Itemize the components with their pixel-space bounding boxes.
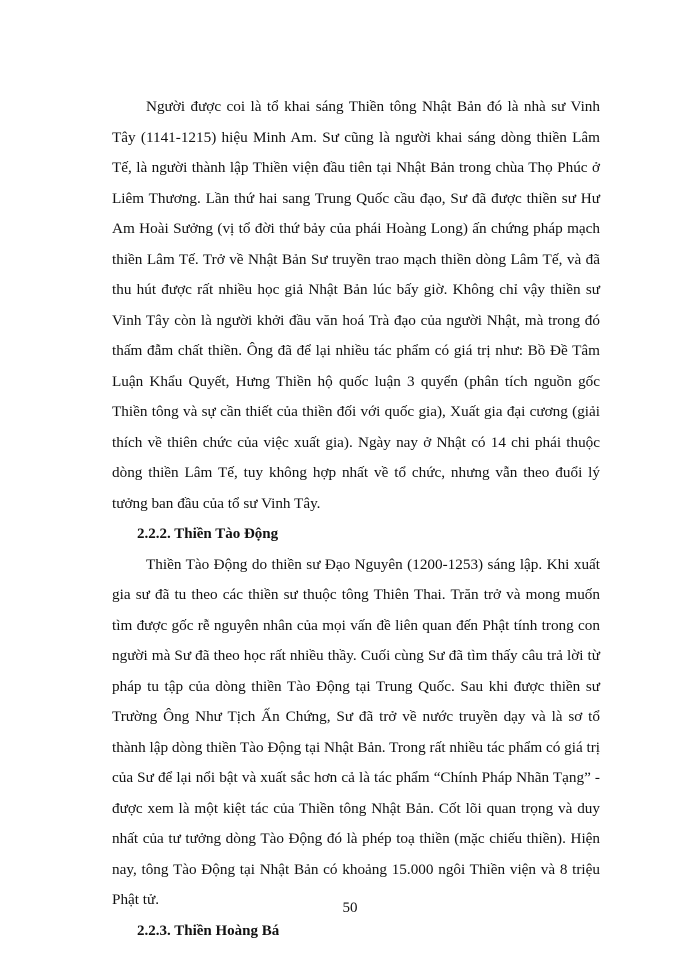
section-heading-tao-dong: 2.2.2. Thiền Tào Động <box>137 526 279 542</box>
page-number: 50 <box>342 900 358 916</box>
section-heading-hoang-ba: 2.2.3. Thiền Hoàng Bá <box>137 922 280 939</box>
paragraph-vinh-tay: Người được coi là tổ khai sáng Thiền tông Nhật Bản đó là nhà sư Vinh Tây (1141-1215) hiệu Minh Am. Sư cũng là người khai sáng dòng thiền Lâm Tế, là người thành lập Thiền viện đầu tiên tại Nhật Bản trong chùa Thọ Phúc ở Liêm Thương. Lần thứ hai sang Trung Quốc cầu đạo, Sư đã được thiền sư Hư Am Hoài Sưởng (vị tổ đời thứ bảy của phái Hoàng Long) ấn chứng pháp mạch thiền Lâm Tế. Trở về Nhật Bản Sư truyền trao mạch thiền dòng Lâm Tế, và đã thu hút được rất nhiều học giả Nhật Bản lúc bấy giờ. Không chỉ vậy thiền sư Vinh Tây còn là người khởi đầu văn hoá Trà đạo của người Nhật, mà trong đó thấm đẫm chất thiền. Ông đã để lại nhiều tác phẩm có giá trị như: Bồ Đề Tâm Luận Khẩu Quyết, Hưng Thiền hộ quốc luận 3 quyển (phân tích nguồn gốc Thiền tông và sự cần thiết của thiền đối với quốc gia), Xuất gia đại cương (giải thích về thiên chức của việc xuất gia). Ngày nay ở Nhật có 14 chi phái thuộc dòng thiền Lâm Tế, tuy không hợp nhất về tổ chức, nhưng vẫn theo đuổi lý tưởng ban đầu của tổ sư Vinh Tây. <box>112 98 600 512</box>
document-page <box>112 92 600 946</box>
paragraph-tao-dong: Thiền Tào Động do thiền sư Đạo Nguyên (1200-1253) sáng lập. Khi xuất gia sư đã tu theo các thiền sư thuộc tông Thiên Thai. Trăn trở và mong muốn tìm được gốc rễ nguyên nhân của mọi vấn đề liên quan đến Phật tính trong con người mà Sư đã theo học rất nhiều thầy. Cuối cùng Sư đã tìm thấy câu trả lời từ pháp tu tập của dòng thiền Tào Động tại Trung Quốc. Sau khi được thiền sư Trường Ông Như Tịch Ấn Chứng, Sư đã trở về nước truyền dạy và là sơ tổ thành lập dòng thiền Tào Động tại Nhật Bản. Trong rất nhiều tác phẩm có giá trị của Sư để lại nổi bật và xuất sắc hơn cả là tác phẩm “Chính Pháp Nhãn Tạng” - được xem là một kiệt tác của Thiền tông Nhật Bản. Cốt lõi quan trọng và duy nhất của tư tưởng dòng Tào Động đó là phép toạ thiền (mặc chiếu thiền). Hiện nay, tông Tào Động tại Nhật Bản có khoảng 15.000 ngôi Thiền viện và 8 triệu Phật tử. <box>112 555 600 908</box>
